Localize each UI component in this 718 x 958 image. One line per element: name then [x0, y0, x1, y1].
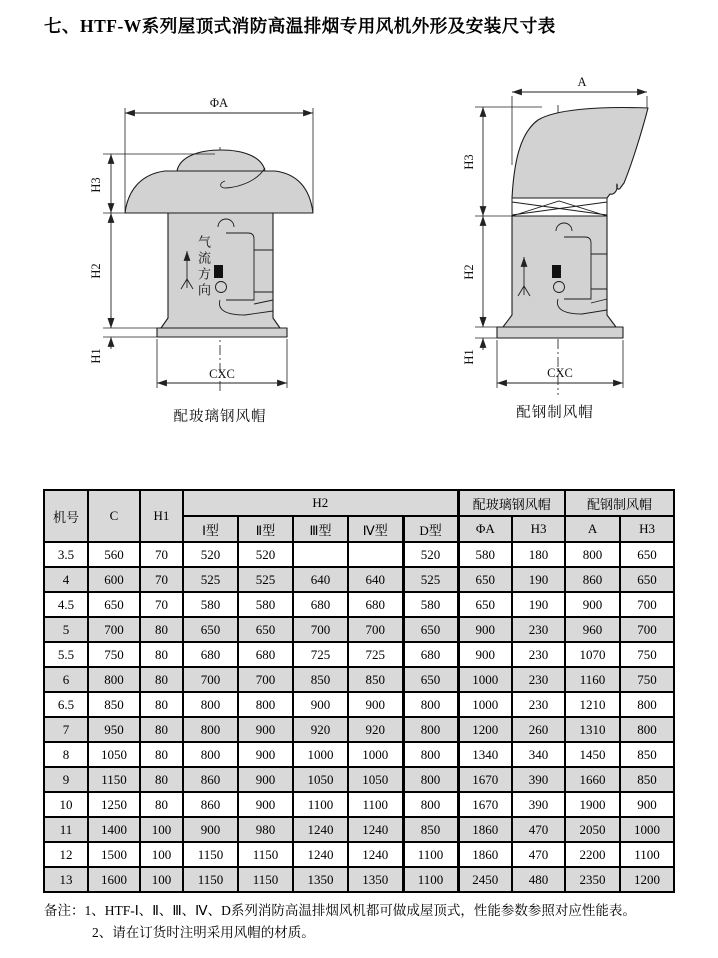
- table-cell: 100: [140, 817, 183, 842]
- table-cell: 1000: [458, 667, 512, 692]
- table-cell: 900: [238, 767, 293, 792]
- table-cell: 3.5: [44, 542, 88, 567]
- table-cell: 725: [293, 642, 348, 667]
- table-cell: 230: [512, 692, 565, 717]
- table-cell: 4.5: [44, 592, 88, 617]
- table-cell: 340: [512, 742, 565, 767]
- col-header-type-d: D型: [403, 516, 458, 542]
- table-cell: 190: [512, 567, 565, 592]
- table-cell: 1100: [620, 842, 674, 867]
- table-cell: 900: [348, 692, 403, 717]
- table-cell: 80: [140, 617, 183, 642]
- col-header-phi-a: ΦA: [458, 516, 512, 542]
- dim-label-h2: H2: [462, 264, 476, 280]
- table-cell: 1000: [348, 742, 403, 767]
- table-cell: 1240: [348, 817, 403, 842]
- table-cell: 9: [44, 767, 88, 792]
- dim-label-h3: H3: [89, 177, 103, 193]
- col-group-h2: H2: [183, 490, 458, 516]
- table-cell: 525: [403, 567, 458, 592]
- table-cell: 1350: [293, 867, 348, 892]
- shaft-key: [552, 265, 561, 278]
- table-cell: 860: [183, 792, 238, 817]
- table-cell: 1900: [565, 792, 620, 817]
- col-header-type-3: Ⅲ型: [293, 516, 348, 542]
- table-cell: 850: [403, 817, 458, 842]
- table-cell: 900: [458, 642, 512, 667]
- table-cell: 230: [512, 667, 565, 692]
- note-label: 备注：: [44, 903, 85, 918]
- table-cell: 700: [293, 617, 348, 642]
- table-row: [44, 717, 674, 742]
- table-cell: 13: [44, 867, 88, 892]
- table-cell: 2450: [458, 867, 512, 892]
- table-cell: 850: [293, 667, 348, 692]
- table-cell: 1100: [403, 867, 458, 892]
- table-cell: 80: [140, 767, 183, 792]
- table-cell: 900: [238, 742, 293, 767]
- table-row: [44, 842, 674, 867]
- table-cell: 1200: [458, 717, 512, 742]
- table-cell: 7: [44, 717, 88, 742]
- dim-label-h1: H1: [462, 349, 476, 365]
- table-cell: 650: [403, 667, 458, 692]
- table-cell: 1100: [293, 792, 348, 817]
- table-cell: 230: [512, 617, 565, 642]
- table-cell: 70: [140, 592, 183, 617]
- table-cell: 650: [620, 567, 674, 592]
- table-cell: 800: [403, 692, 458, 717]
- col-header-type-1: Ⅰ型: [183, 516, 238, 542]
- table-cell: 1400: [88, 817, 140, 842]
- table-cell: 800: [565, 542, 620, 567]
- table-group-header-row: [44, 490, 674, 516]
- table-cell: 1000: [293, 742, 348, 767]
- table-cell: [293, 542, 348, 567]
- table-cell: 600: [88, 567, 140, 592]
- col-group-steel-hood: 配钢制风帽: [565, 490, 674, 516]
- table-cell: 100: [140, 842, 183, 867]
- table-cell: 560: [88, 542, 140, 567]
- table-cell: 700: [620, 617, 674, 642]
- table-cell: 1150: [183, 842, 238, 867]
- table-cell: 850: [620, 742, 674, 767]
- table-cell: 80: [140, 742, 183, 767]
- table-cell: 680: [183, 642, 238, 667]
- table-row: [44, 742, 674, 767]
- table-cell: 525: [183, 567, 238, 592]
- table-cell: 700: [238, 667, 293, 692]
- table-row: [44, 667, 674, 692]
- note-text-1: 1、HTF-Ⅰ、Ⅱ、Ⅲ、Ⅳ、D系列消防高温排烟风机都可做成屋顶式，性能参数参照对应性能表。: [84, 903, 636, 918]
- table-cell: 800: [403, 792, 458, 817]
- table-cell: 1150: [88, 767, 140, 792]
- table-cell: 190: [512, 592, 565, 617]
- table-cell: 650: [458, 592, 512, 617]
- table-cell: 260: [512, 717, 565, 742]
- table-cell: 1250: [88, 792, 140, 817]
- table-cell: 700: [88, 617, 140, 642]
- table-row: [44, 542, 674, 567]
- table-cell: 230: [512, 642, 565, 667]
- table-cell: 800: [403, 717, 458, 742]
- airflow-direction-label: 气流方向: [196, 235, 211, 299]
- hood-steel: [512, 108, 648, 199]
- table-cell: 800: [620, 692, 674, 717]
- table-cell: 1210: [565, 692, 620, 717]
- table-cell: 650: [620, 542, 674, 567]
- table-cell: 6: [44, 667, 88, 692]
- table-cell: 650: [183, 617, 238, 642]
- table-cell: 1240: [293, 842, 348, 867]
- table-cell: 1600: [88, 867, 140, 892]
- table-cell: 1150: [238, 842, 293, 867]
- dim-label-h3: H3: [462, 154, 476, 170]
- table-cell: 80: [140, 642, 183, 667]
- table-cell: 10: [44, 792, 88, 817]
- table-cell: 900: [458, 617, 512, 642]
- table-cell: 5.5: [44, 642, 88, 667]
- table-cell: 1070: [565, 642, 620, 667]
- table-cell: 1050: [293, 767, 348, 792]
- table-cell: 520: [403, 542, 458, 567]
- table-cell: 950: [88, 717, 140, 742]
- table-cell: 1500: [88, 842, 140, 867]
- hood-inner-dome: [177, 150, 265, 171]
- col-header-type-2: Ⅱ型: [238, 516, 293, 542]
- table-cell: 920: [293, 717, 348, 742]
- dim-label-a: A: [577, 75, 587, 89]
- table-cell: 900: [238, 792, 293, 817]
- col-header-c: C: [88, 490, 140, 542]
- table-cell: 1350: [348, 867, 403, 892]
- table-cell: 70: [140, 567, 183, 592]
- table-cell: 580: [458, 542, 512, 567]
- table-cell: 1670: [458, 767, 512, 792]
- table-cell: 6.5: [44, 692, 88, 717]
- table-cell: 900: [183, 817, 238, 842]
- table-cell: 390: [512, 767, 565, 792]
- diagram-steel-hood: [435, 65, 700, 427]
- table-cell: 580: [403, 592, 458, 617]
- table-row: [44, 642, 674, 667]
- table-cell: 750: [88, 642, 140, 667]
- table-cell: 180: [512, 542, 565, 567]
- notes: [44, 900, 684, 943]
- table-cell: 80: [140, 717, 183, 742]
- table-cell: 850: [348, 667, 403, 692]
- table-cell: 680: [293, 592, 348, 617]
- table-cell: 100: [140, 867, 183, 892]
- table-row: [44, 567, 674, 592]
- table-row: [44, 817, 674, 842]
- table-cell: 1000: [458, 692, 512, 717]
- table-row: [44, 867, 674, 892]
- table-cell: 700: [348, 617, 403, 642]
- table-cell: 640: [293, 567, 348, 592]
- table-cell: 1310: [565, 717, 620, 742]
- note-line-2: 2、请在订货时注明采用风帽的材质。: [92, 924, 315, 940]
- col-header-steel-h3: H3: [620, 516, 674, 542]
- table-cell: 1670: [458, 792, 512, 817]
- table-cell: 650: [88, 592, 140, 617]
- table-cell: [348, 542, 403, 567]
- table-cell: 640: [348, 567, 403, 592]
- dim-label-cxc: CXC: [209, 367, 235, 381]
- table-cell: 580: [238, 592, 293, 617]
- table-cell: 1860: [458, 842, 512, 867]
- dim-label-h2: H2: [89, 263, 103, 279]
- table-cell: 520: [183, 542, 238, 567]
- table-cell: 900: [565, 592, 620, 617]
- table-cell: 800: [183, 717, 238, 742]
- table-cell: 470: [512, 842, 565, 867]
- table-cell: 900: [620, 792, 674, 817]
- base-plate: [497, 327, 623, 338]
- table-cell: 850: [620, 767, 674, 792]
- table-cell: 680: [403, 642, 458, 667]
- table-cell: 80: [140, 692, 183, 717]
- table-cell: 525: [238, 567, 293, 592]
- table-cell: 1200: [620, 867, 674, 892]
- col-group-frp-hood: 配玻璃钢风帽: [458, 490, 565, 516]
- table-cell: 2200: [565, 842, 620, 867]
- table-cell: 850: [88, 692, 140, 717]
- table-cell: 920: [348, 717, 403, 742]
- table-cell: 520: [238, 542, 293, 567]
- table-row: [44, 692, 674, 717]
- table-cell: 4: [44, 567, 88, 592]
- table-cell: 750: [620, 667, 674, 692]
- table-cell: 1450: [565, 742, 620, 767]
- table-cell: 1150: [238, 867, 293, 892]
- table-cell: 1160: [565, 667, 620, 692]
- table-cell: 860: [565, 567, 620, 592]
- dimension-table: [43, 489, 675, 893]
- col-header-frp-h3: H3: [512, 516, 565, 542]
- table-cell: 980: [238, 817, 293, 842]
- col-header-h1: H1: [140, 490, 183, 542]
- table-cell: 580: [183, 592, 238, 617]
- note-line-1: [44, 900, 684, 922]
- dim-label-phi-a: ΦA: [209, 96, 229, 110]
- diagram-caption-steel: 配钢制风帽: [516, 405, 594, 421]
- table-cell: 1100: [348, 792, 403, 817]
- table-cell: 2350: [565, 867, 620, 892]
- table-cell: 1050: [88, 742, 140, 767]
- table-cell: 800: [238, 692, 293, 717]
- table-cell: 1860: [458, 817, 512, 842]
- table-cell: 650: [238, 617, 293, 642]
- table-cell: 1240: [348, 842, 403, 867]
- table-cell: 680: [348, 592, 403, 617]
- table-cell: 480: [512, 867, 565, 892]
- table-cell: 800: [183, 692, 238, 717]
- col-header-steel-a: A: [565, 516, 620, 542]
- diagram-caption-frp: 配玻璃钢风帽: [173, 409, 267, 425]
- table-cell: 1100: [403, 842, 458, 867]
- col-header-model: 机号: [44, 490, 88, 542]
- table-cell: 8: [44, 742, 88, 767]
- table-cell: 1050: [348, 767, 403, 792]
- table-cell: 1000: [620, 817, 674, 842]
- hood-cap: [125, 171, 313, 213]
- base-plate: [157, 328, 287, 337]
- table-row: [44, 767, 674, 792]
- table-cell: 80: [140, 667, 183, 692]
- table-cell: 1150: [183, 867, 238, 892]
- table-cell: 80: [140, 792, 183, 817]
- table-cell: 860: [183, 767, 238, 792]
- table-cell: 750: [620, 642, 674, 667]
- dim-label-h1: H1: [89, 348, 103, 364]
- table-cell: 1240: [293, 817, 348, 842]
- table-cell: 680: [238, 642, 293, 667]
- table-cell: 900: [238, 717, 293, 742]
- table-row: [44, 617, 674, 642]
- table-cell: 800: [183, 742, 238, 767]
- col-header-type-4: Ⅳ型: [348, 516, 403, 542]
- table-cell: 725: [348, 642, 403, 667]
- table-cell: 800: [403, 767, 458, 792]
- table-cell: 650: [403, 617, 458, 642]
- table-cell: 1340: [458, 742, 512, 767]
- table-cell: 700: [183, 667, 238, 692]
- table-cell: 11: [44, 817, 88, 842]
- table-cell: 12: [44, 842, 88, 867]
- table-row: [44, 792, 674, 817]
- table-cell: 470: [512, 817, 565, 842]
- table-row: [44, 592, 674, 617]
- dimension-table-body: [44, 542, 674, 892]
- table-cell: 800: [620, 717, 674, 742]
- dim-label-cxc: CXC: [547, 366, 573, 380]
- table-cell: 650: [458, 567, 512, 592]
- table-cell: 960: [565, 617, 620, 642]
- shaft-key: [214, 265, 223, 278]
- table-cell: 1660: [565, 767, 620, 792]
- table-cell: 70: [140, 542, 183, 567]
- table-cell: 390: [512, 792, 565, 817]
- table-cell: 2050: [565, 817, 620, 842]
- page-title: 七、HTF-W系列屋顶式消防高温排烟专用风机外形及安装尺寸表: [44, 16, 556, 36]
- dim-ext-cxc: [497, 340, 623, 388]
- table-cell: 800: [88, 667, 140, 692]
- table-cell: 5: [44, 617, 88, 642]
- table-cell: 900: [293, 692, 348, 717]
- table-cell: 800: [403, 742, 458, 767]
- table-cell: 700: [620, 592, 674, 617]
